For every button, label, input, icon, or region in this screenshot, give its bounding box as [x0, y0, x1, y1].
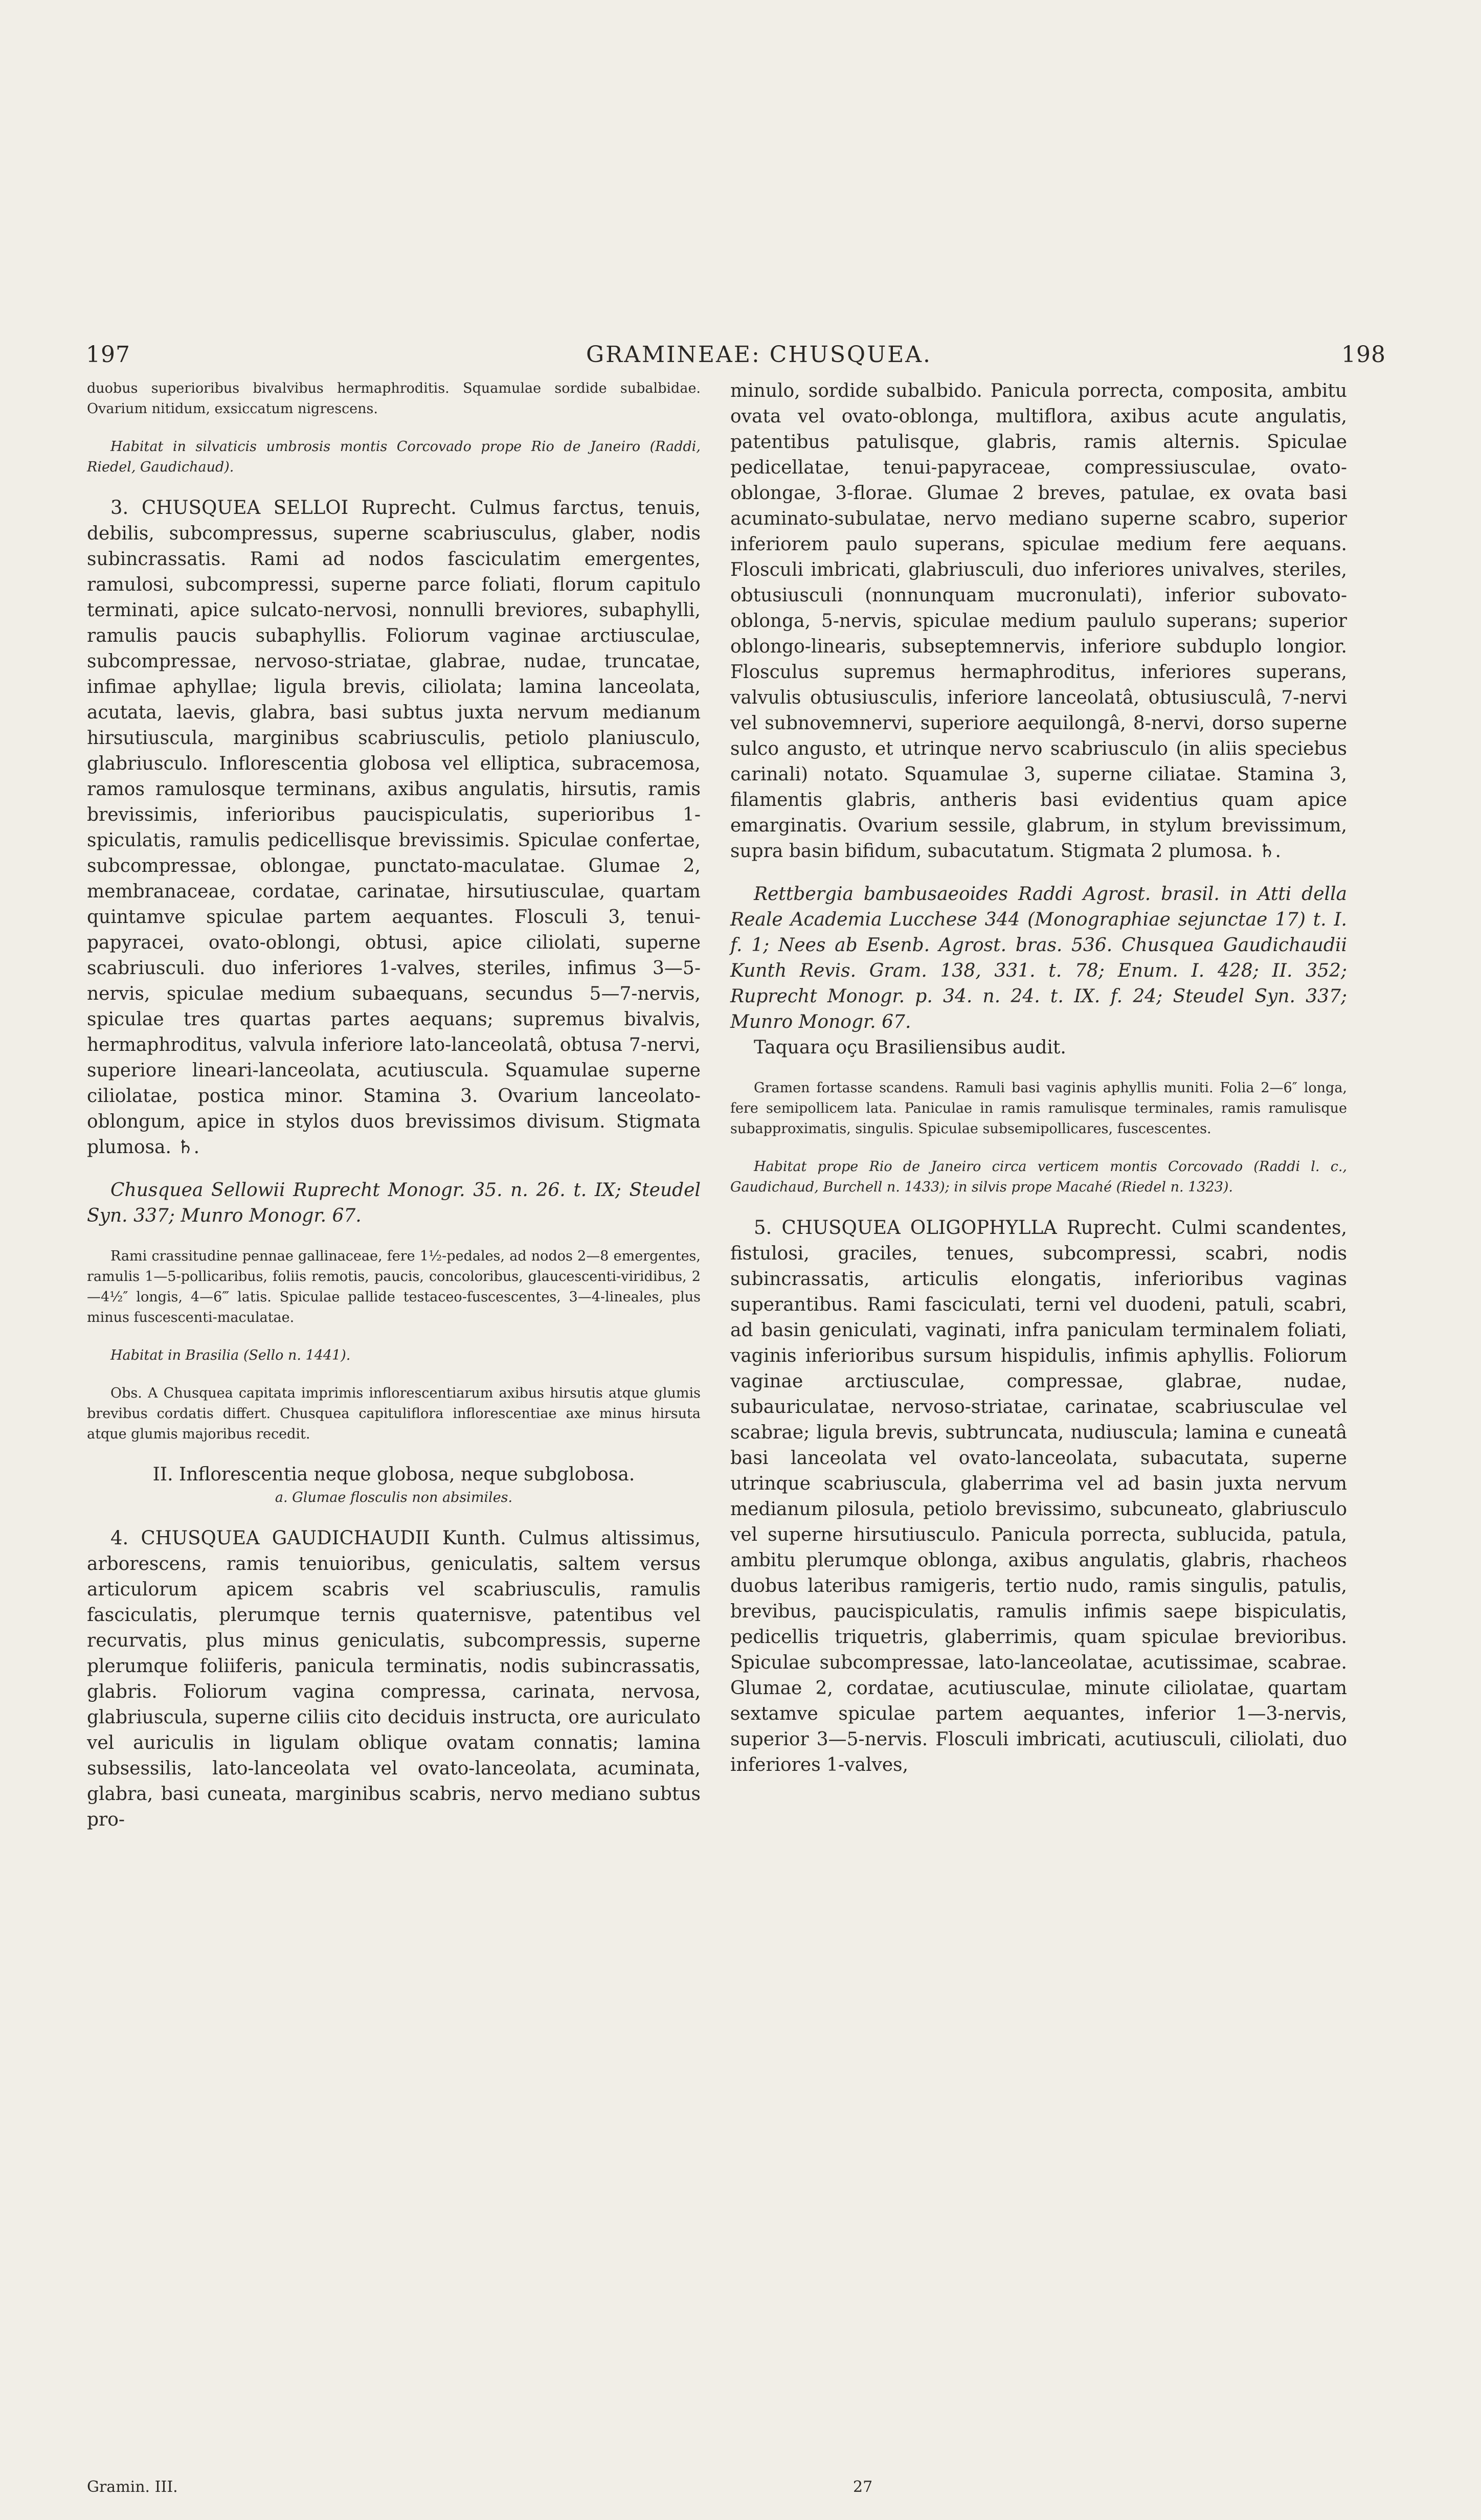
continued-description: duobus superioribus bivalvibus hermaphroditis. Squamulae sordide subalbidae. Ovarium nitidum, exsiccatum nigrescens.: [87, 380, 701, 417]
sheet-number: 27: [853, 2478, 873, 2496]
species-entry-5: [730, 1215, 1347, 1778]
signature-mark: Gramin. III.: [87, 2478, 178, 2496]
habitat-4: Habitat prope Rio de Janeiro circa verticem montis Corcovado (Raddi l. c., Gaudichaud, Burchell n. 1433); in silvis prope Macahé (Riedel n. 1323).: [730, 1159, 1347, 1195]
species-heading-5: 5. CHUSQUEA OLIGOPHYLLA Ruprecht.: [754, 1217, 1162, 1239]
habitat-3: Habitat in Brasilia (Sello n. 1441).: [110, 1347, 351, 1363]
note-4: Gramen fortasse scandens. Ramuli basi vaginis aphyllis muniti. Folia 2—6″ longa, fere semipollicem lata. Paniculae in ramis ramulisque terminales, ramis ramulisque subapproximatis, singulis. Spiculae subsemipollicares, fuscescentes.: [730, 1080, 1347, 1137]
species-description-5: Culmi scandentes, fistulosi, graciles, tenues, subcompressi, scabri, nodis subincrassatis, articulis elongatis, inferioribus vaginas superantibus. Rami fasciculati, terni vel duodeni, patuli, scabri, ad basin geniculati, vaginati, infra paniculam terminalem foliati, vaginis inferioribus sursum hispidulis, infimis aphyllis. Foliorum vaginae arctiusculae, compressae, glabrae, nudae, subauriculatae, nervoso-striatae, carinatae, scabriusculae vel scabrae; ligula brevis, subtruncata, nudiuscula; lamina e cuneatâ basi lanceolata vel ovato-lanceolata, subacutata, superne utrinque scabriuscula, glaberrima vel ad basin juxta nervum medianum pilosula, petiolo brevissimo, subcuneato, glabriusculo vel superne hirsutiusculo. Panicula porrecta, sublucida, patula, ambitu plerumque oblonga, axibus angulatis, glabris, rhacheos duobus lateribus ramigeris, tertio nudo, ramis singulis, patulis, brevibus, paucispiculatis, ramulis infimis saepe bispiculatis, pedicellis triquetris, glaberrimis, quam spiculae brevioribus. Spiculae subcompressae, lato-lanceolatae, acutissimae, scabrae. Glumae 2, cordatae, acutiusculae, minute ciliolatae, quartam sextamve spiculae partem aequantes, inferior 1—3-nervis, superior 3—5-nervis. Flosculi imbricati, acutiusculi, ciliolati, duo inferiores 1-valves,: [730, 1218, 1347, 1775]
species-heading-4: 4. CHUSQUEA GAUDICHAUDII Kunth.: [110, 1527, 506, 1549]
observation-3: Obs. A Chusquea capitata imprimis inflorescentiarum axibus hirsutis atque glumis brevibus cordatis differt. Chusquea capituliflora inflorescentiae axe minus hirsuta atque glumis majoribus recedit.: [87, 1385, 701, 1442]
species-heading-3: 3. CHUSQUEA SELLOI Ruprecht.: [110, 497, 457, 519]
habitat-note: Habitat in silvaticis umbrosis montis Corcovado prope Rio de Janeiro (Raddi, Riedel, Gaudichaud).: [87, 439, 701, 475]
species-description-4-continued: minulo, sordide subalbido. Panicula porrecta, composita, ambitu ovata vel ovato-oblonga, multiflora, axibus acute angulatis, patentibus patulisque, glabris, ramis alternis. Spiculae pedicellatae, tenui-papyraceae, compressiusculae, ovato-oblongae, 3-florae. Glumae 2 breves, patulae, ex ovata basi acuminato-subulatae, nervo mediano superne scabro, superior inferiorem paulo superans, spiculae medium fere aequans. Flosculi imbricati, glabriusculi, duo inferiores univalves, steriles, obtusiusculi (nonnunquam mucronulati), inferior subovato-oblonga, 5-nervis, spiculae medium paululo superans; superior oblongo-linearis, subseptemnervis, inferiore subduplo longior. Flosculus supremus hermaphroditus, inferiores superans, valvulis obtusiusculis, inferiore lanceolatâ, obtusiusculâ, 7-nervi vel subnovemnervi, superiore aequilongâ, 8-nervi, dorso superne sulco angusto, et utrinque nervo scabriusculo (in aliis speciebus carinali) notato. Squamulae 3, superne ciliatae. Stamina 3, filamentis glabris, antheris basi evidentius quam apice emarginatis. Ovarium sessile, glabrum, in stylum brevissimum, supra basin bifidum, subacutatum. Stigmata 2 plumosa. ♄.: [730, 380, 1347, 862]
synonymy-4: Rettbergia bambusaeoides Raddi Agrost. brasil. in Atti della Reale Academia Lucchese 344 (Monographiae sejunctae 17) t. I. f. 1; Nees ab Esenb. Agrost. bras. 536. Chusquea Gaudichaudii Kunth Revis. Gram. 138, 331. t. 78; Enum. I. 428; II. 352; Ruprecht Monogr. p. 34. n. 24. t. IX. f. 24; Steudel Syn. 337; Munro Monogr. 67.: [730, 884, 1347, 1032]
vernacular-4: Taquara oçu Brasiliensibus audit.: [754, 1037, 1066, 1058]
left-column: [87, 378, 701, 1833]
species-entry-4: [87, 1525, 701, 1833]
subsection-heading-a: a. Glumae flosculis non absimiles.: [275, 1490, 513, 1505]
synonymy-3: Chusquea Sellowii Ruprecht Monogr. 35. n. 26. t. IX; Steudel Syn. 337; Munro Monogr. 67.: [87, 1180, 701, 1226]
running-title: GRAMINEAE: CHUSQUEA.: [586, 342, 932, 368]
right-column: [730, 378, 1347, 1778]
page-number-right: 198: [1341, 342, 1386, 368]
species-description-4: Culmus altissimus, arborescens, ramis tenuioribus, geniculatis, saltem versus articulorum apicem scabris vel scabriusculis, ramulis fasciculatis, plerumque ternis quaternisve, patentibus vel recurvatis, plus minus geniculatis, subcompressis, superne plerumque foliiferis, panicula terminatis, nodis subincrassatis, glabris. Foliorum vagina compressa, carinata, nervosa, glabriuscula, superne ciliis cito deciduis instructa, ore auriculato vel auriculis in ligulam oblique ovatam connatis; lamina subsessilis, lato-lanceolata vel ovato-lanceolata, acuminata, glabra, basi cuneata, marginibus scabris, nervo mediano subtus pro-: [87, 1528, 701, 1830]
note-3: Rami crassitudine pennae gallinaceae, fere 1½-pedales, ad nodos 2—8 emergentes, ramulis 1—5-pollicaribus, foliis remotis, paucis, concoloribus, glaucescenti-viridibus, 2—4½″ longis, 4—6‴ latis. Spiculae pallide testaceo-fuscescentes, 3—4-lineales, plus minus fuscescenti-maculatae.: [87, 1248, 701, 1325]
page-number-left: 197: [86, 342, 130, 368]
species-description-3: Culmus farctus, tenuis, debilis, subcompressus, superne scabriusculus, glaber, nodis subincrassatis. Rami ad nodos fasciculatim emergentes, ramulosi, subcompressi, superne parce foliati, florum capitulo terminati, apice sulcato-nervosi, nonnulli breviores, subaphylli, ramulis paucis subaphyllis. Foliorum vaginae arctiusculae, subcompressae, nervoso-striatae, glabrae, nudae, truncatae, infimae aphyllae; ligula brevis, ciliolata; lamina lanceolata, acutata, laevis, glabra, basi subtus juxta nervum medianum hirsutiuscula, marginibus scabriusculis, petiolo planiusculo, glabriusculo. Inflorescentia globosa vel elliptica, subracemosa, ramos ramulosque terminans, axibus angulatis, hirsutis, ramis brevissimis, inferioribus paucispiculatis, superioribus 1-spiculatis, ramulis pedicellisque brevissimis. Spiculae confertae, subcompressae, oblongae, punctato-maculatae. Glumae 2, membranaceae, cordatae, carinatae, hirsutiusculae, quartam quintamve spiculae partem aequantes. Flosculi 3, tenui-papyracei, ovato-oblongi, obtusi, apice ciliolati, superne scabriusculi. duo inferiores 1-valves, steriles, infimus 3—5-nervis, spiculae medium subaequans, secundus 5—7-nervis, spiculae tres quartas partes aequans; supremus bivalvis, hermaphroditus, valvula inferiore lato-lanceolatâ, obtusa 7-nervi, superiore lineari-lanceolata, acutiuscula. Squamulae superne ciliolatae, postica minor. Stamina 3. Ovarium lanceolato-oblongum, apice in stylos duos brevissimos divisum. Stigmata plumosa. ♄.: [87, 498, 701, 1158]
species-entry-3: [87, 495, 701, 1160]
section-heading-2: II. Inflorescentia neque globosa, neque subglobosa.: [152, 1464, 635, 1485]
